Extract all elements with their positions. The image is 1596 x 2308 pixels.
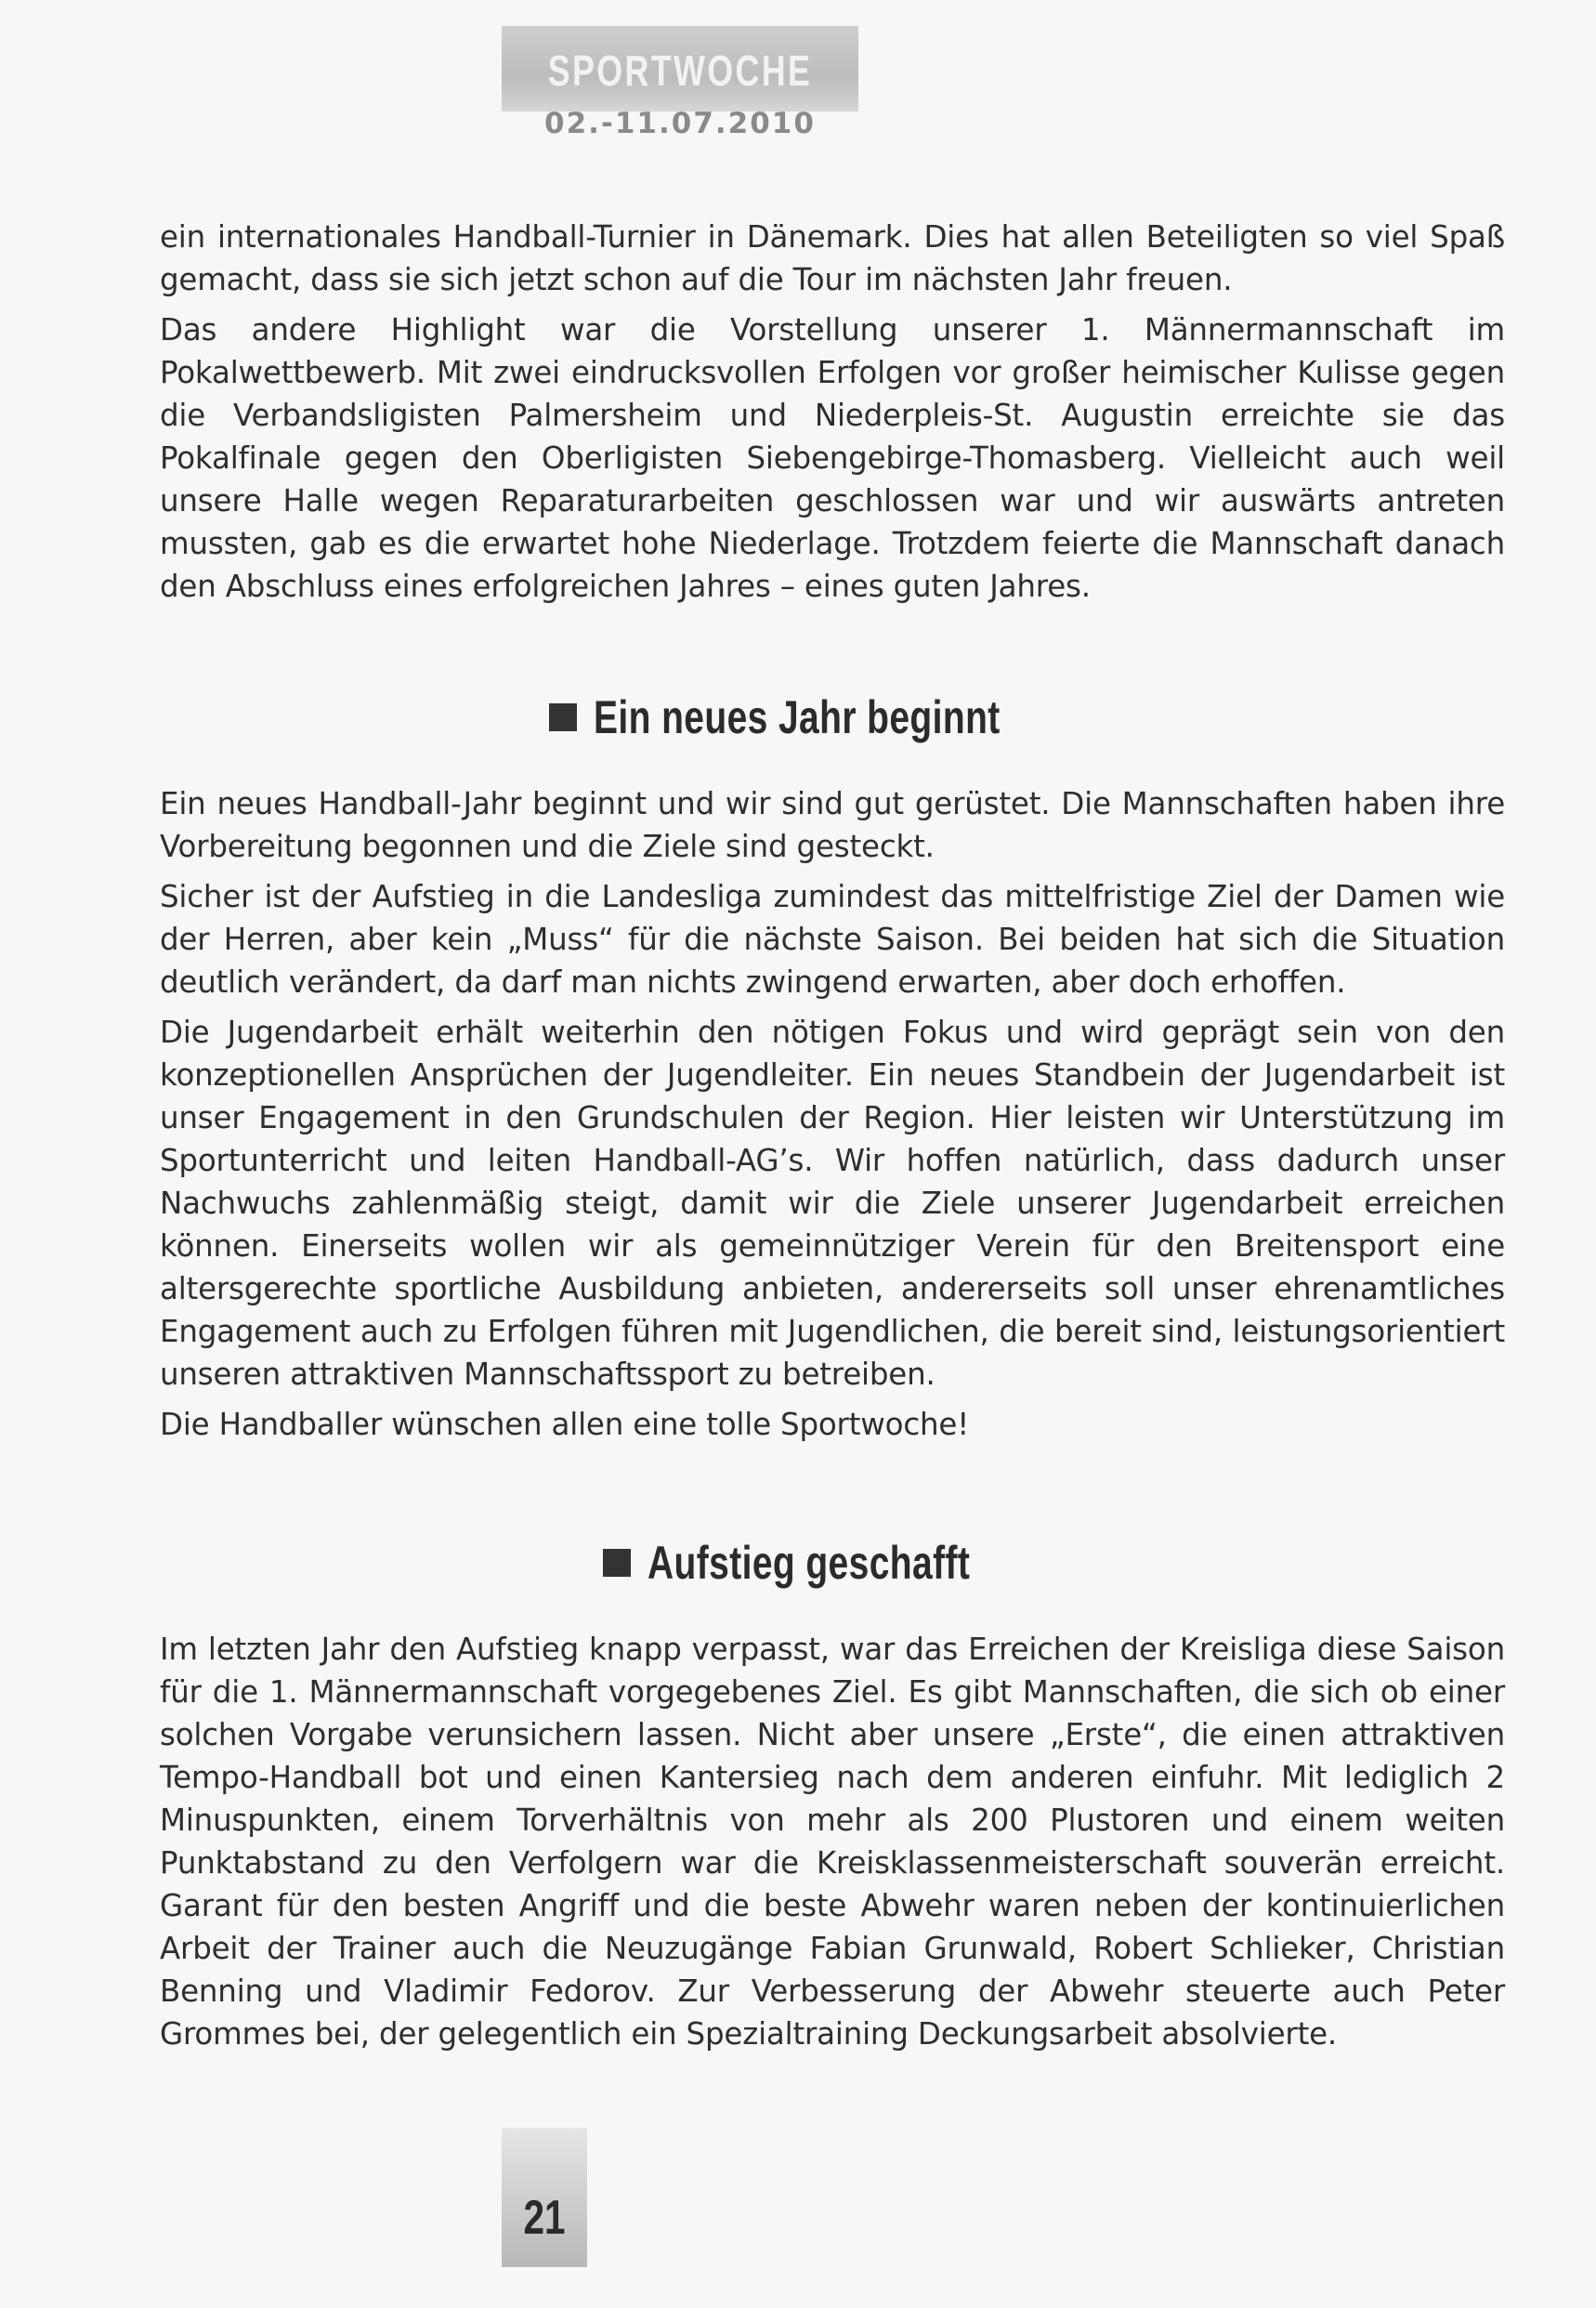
section2-paragraph-1: Im letzten Jahr den Aufstieg knapp verpasst, war das Erreichen der Kreisliga diese Saison für die 1. Männermannschaft vorgegebenes Ziel. Es gibt Mannschaften, die sich ob einer solchen Vorgabe verunsichern lassen. Nicht aber unsere „Erste“, die einen attraktiven Tempo-Handball bot und einen Kantersieg nach dem anderen einfuhr. Mit lediglich 2 Minuspunkten, einem Torverhältnis von mehr als 200 Plustoren und einem weiten Punktabstand zu den Verfolgern war die Kreisklassenmeisterschaft souverän erreicht. Garant für den besten Angriff und die beste Abwehr waren neben der kontinuierlichen Arbeit der Trainer auch die Neuzugänge Fabian Grunwald, Robert Schlieker, Christian Benning und Vladimir Fedorov. Zur Verbesserung der Abwehr steuerte auch Peter Grommes bei, der gelegentlich ein Spezialtraining Deckungsarbeit absolvierte.: [160, 1632, 1505, 2052]
section-heading-neues-jahr: [160, 689, 1505, 745]
article-body: [160, 216, 1505, 2063]
intro-paragraph-1: ein internationales Handball-Turnier in Dänemark. Dies hat allen Beteiligten so viel Spaß gemacht, dass sie sich jetzt schon auf die Tour im nächsten Jahr freuen.: [160, 219, 1505, 297]
section1-paragraph-4: Die Handballer wünschen allen eine tolle Sportwoche!: [160, 1407, 970, 1442]
square-bullet-icon: [549, 703, 577, 731]
square-bullet-icon: [603, 1549, 631, 1577]
section1-paragraph-3: Die Jugendarbeit erhält weiterhin den nötigen Fokus und wird geprägt sein von den konzeptionellen Ansprüchen der Jugendleiter. Ein neues Standbein der Jugendarbeit ist unser Engagement in den Grundschulen der Region. Hier leisten wir Unterstützung im Sportunterricht und leiten Handball-AG’s. Wir hoffen natürlich, dass dadurch unser Nachwuchs zahlenmäßig steigt, damit wir die Ziele unserer Jugendarbeit erreichen können. Einerseits wollen wir als gemeinnütziger Verein für den Breitensport eine altersgerechte sportliche Ausbildung anbieten, andererseits soll unser ehrenamtliches Engagement auch zu Erfolgen führen mit Jugendlichen, die bereit sind, leistungsorientiert unseren attraktiven Mannschaftssport zu betreiben.: [160, 1015, 1505, 1392]
page-header: [502, 26, 858, 139]
page-number-tab: [502, 2128, 587, 2267]
section-heading-aufstieg: [160, 1535, 1505, 1591]
section-heading-text: Ein neues Jahr beginnt: [594, 691, 1001, 743]
intro-paragraph-2: Das andere Highlight war die Vorstellung unserer 1. Männermannschaft im Pokalwettbewerb. Mit zwei eindrucksvollen Erfolgen vor großer heimischer Kulisse gegen die Verbandsligisten Palmersheim und Niederpleis-St. Augustin erreichte sie das Pokalfinale gegen den Oberligisten Siebengebirge-Thomasberg. Vielleicht auch weil unsere Halle wegen Reparaturarbeiten geschlossen war und wir auswärts antreten mussten, gab es die erwartet hohe Niederlage. Trotzdem feierte die Mannschaft danach den Abschluss eines erfolgreichen Jahres – eines guten Jahres.: [160, 312, 1505, 604]
header-date: 02.-11.07.2010: [544, 107, 816, 140]
section1-paragraph-2: Sicher ist der Aufstieg in die Landesliga zumindest das mittelfristige Ziel der Damen wie der Herren, aber kein „Muss“ für die nächste Saison. Bei beiden hat sich die Situation deutlich verändert, da darf man nichts zwingend erwarten, aber doch erhoffen.: [160, 879, 1505, 1000]
section1-paragraph-1: Ein neues Handball-Jahr beginnt und wir sind gut gerüstet. Die Mannschaften haben ihre Vorbereitung begonnen und die Ziele sind gesteckt.: [160, 786, 1505, 864]
section-heading-text: Aufstieg geschafft: [648, 1537, 971, 1589]
page-number: 21: [523, 2191, 566, 2245]
header-title: SPORTWOCHE: [547, 46, 813, 95]
header-banner: [502, 26, 858, 111]
